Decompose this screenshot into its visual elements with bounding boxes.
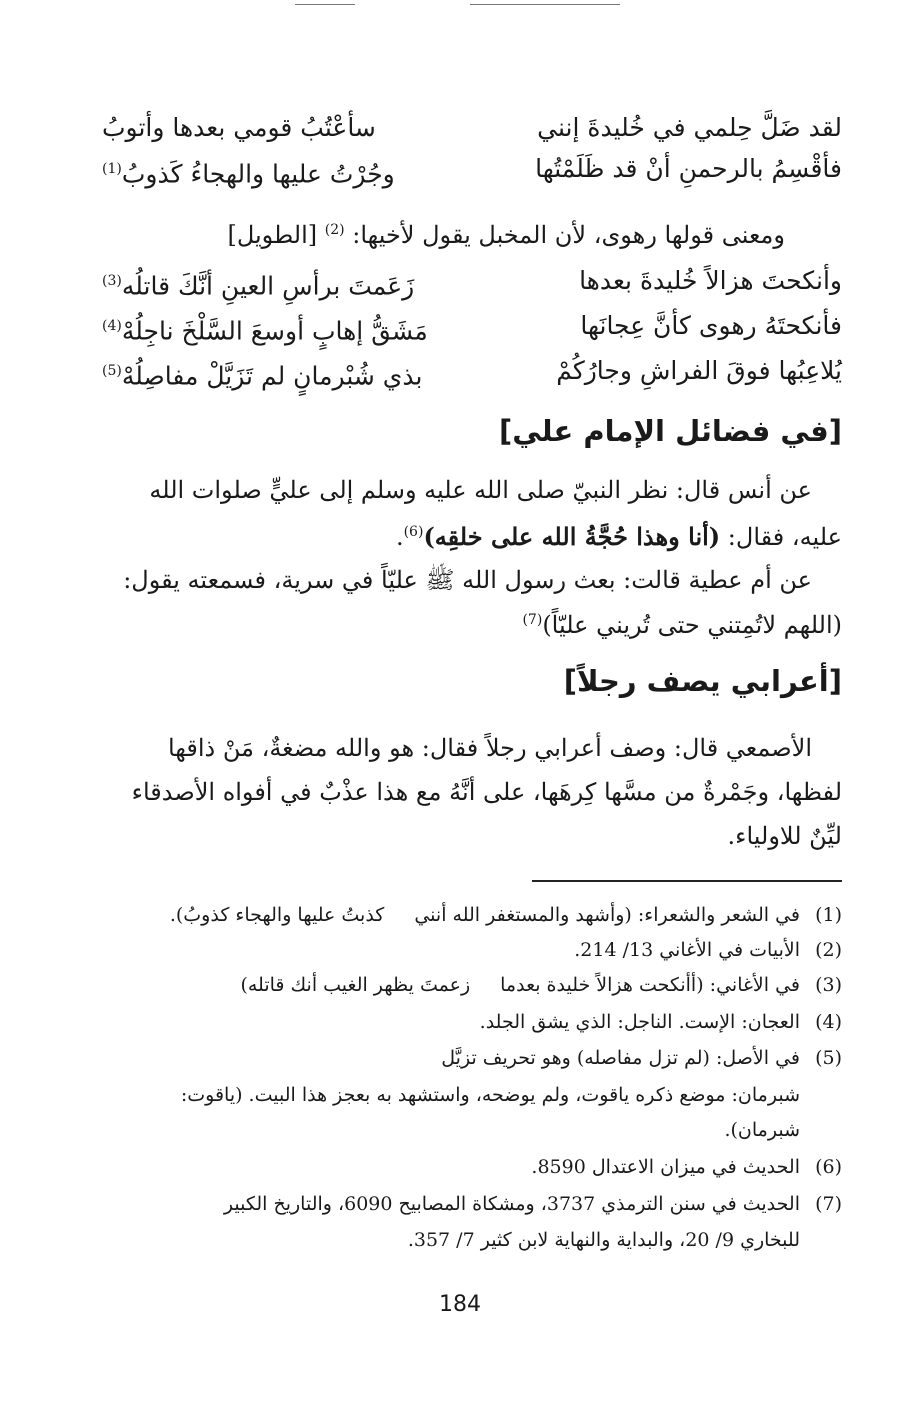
footnote: (5)في الأصل: (لم تزل مفاصله) وهو تحريف تزيَّل <box>82 1041 842 1075</box>
footnote-number: (7) <box>815 1193 842 1215</box>
meter-label: [الطويل] <box>227 221 318 249</box>
footnote-ref: (6) <box>403 524 424 540</box>
footnote-number: (1) <box>815 904 842 926</box>
footnote-continuation: شبرمان: موضع ذكره ياقوت، ولم يوضحه، واستشهد به بعجز هذا البيت. (ياقوت: <box>180 1084 800 1106</box>
verse <box>102 105 842 151</box>
section-heading: [أعرابي يصف رجلاً] <box>563 664 842 698</box>
verse-second-hemistich: زَعَمتَ برأسِ العينِ أنَّكَ قاتلُه$^{(3)}$ <box>102 271 415 301</box>
paragraph-line <box>92 600 842 645</box>
verse-second-hemistich: مَشَقُّ إهابٍ أوسعَ السَّلْخَ ناجِلُهْ$^{(4)}$ <box>102 316 428 346</box>
paragraph-line: لفظها، وجَمْرةٌ من مسَّها كِرهَها، على أنَّهُ مع هذا عذْبٌ في أفواه الأصدقاء <box>131 778 842 806</box>
verse-second-hemistich: سأعْتُبُ قومي بعدها وأتوبُ <box>102 113 376 142</box>
top-rule <box>295 4 355 5</box>
footnote-ref: (7) <box>522 612 543 628</box>
footnote-number: (5) <box>815 1047 842 1069</box>
footnote-ref: (4) <box>102 318 122 334</box>
prayer-quote: (اللهم لاتُمِتني حتى تُريني عليّاً) <box>542 611 842 639</box>
page-number: 184 <box>439 1292 481 1317</box>
verse-first-hemistich: لقد ضَلَّ حِلمي في خُليدةَ إنني <box>537 113 842 142</box>
verse-first-hemistich: يُلاعِبُها فوقَ الفراشِ وجارُكُمْ <box>556 356 842 385</box>
hadith-quote: (أنا وهذا حُجَّةُ الله على خلقِه) <box>423 522 721 551</box>
verse-first-hemistich: فأقْسِمُ بالرحمنِ أنْ قد ظَلَمْتُها <box>535 154 842 183</box>
top-rule <box>470 4 620 5</box>
footnote-continuation: للبخاري 9/ 20، والبداية والنهاية لابن كثير 7/ 357. <box>407 1229 800 1251</box>
paragraph-line: ليِّنٌ للاولياء. <box>727 822 842 850</box>
footnote-ref: (5) <box>102 363 122 379</box>
footnote: (2)الأبيات في الأغاني 13/ 214. <box>82 933 842 967</box>
paragraph-line: عن أم عطية قالت: بعث رسول الله ﷺ عليّاً في سرية، فسمعته يقول: <box>123 566 812 594</box>
footnote-number: (6) <box>815 1156 842 1178</box>
paragraph-line: عليه، فقال: (أنا وهذا حُجَّةُ الله على خلقِه)$^{(6)}$. <box>395 522 842 551</box>
footnote: (1)في الشعر والشعراء: (وأشهد والمستغفر الله أننيكذبتُ عليها والهجاء كذوبُ). <box>82 898 842 932</box>
intro-line: ومعنى قولها رهوى، لأن المخبل يقول لأخيها: $^{(2)}$ [الطويل] <box>227 221 785 249</box>
footnote-continuation: شبرمان). <box>724 1119 800 1141</box>
footnote-ref: (2) <box>324 222 345 238</box>
paragraph-line: الأصمعي قال: وصف أعرابي رجلاً فقال: هو والله مضغةٌ، مَنْ ذاقها <box>167 734 812 762</box>
verse <box>102 146 842 192</box>
footnote-number: (4) <box>815 1011 842 1033</box>
verse-second-hemistich: وجُرْتُ عليها والهجاءُ كَذوبُ$^{(1)}$ <box>102 159 395 189</box>
footnote-rule <box>532 880 842 882</box>
footnote: (4)العجان: الإست. الناجل: الذي يشق الجلد. <box>82 1005 842 1039</box>
verse <box>102 348 842 394</box>
footnote: (7)الحديث في سنن الترمذي 3737، ومشكاة المصابيح 6090، والتاريخ الكبير <box>82 1187 842 1221</box>
footnote-number: (2) <box>815 939 842 961</box>
footnote-ref: (3) <box>102 273 122 289</box>
verse-first-hemistich: فأنكحتَهُ رهوى كأنَّ عِجانَها <box>580 311 842 340</box>
section-heading: [في فضائل الإمام علي] <box>499 414 842 448</box>
verse-first-hemistich: وأنكحتَ هزالاً خُليدةَ بعدها <box>579 266 842 295</box>
footnote-number: (3) <box>815 974 842 996</box>
footnote: (6)الحديث في ميزان الاعتدال 8590. <box>82 1150 842 1184</box>
paragraph-line: عن أنس قال: نظر النبيّ صلى الله عليه وسلم إلى عليٍّ صلوات الله <box>149 476 812 504</box>
verse-second-hemistich: بذي شُبْرمانٍ لم تَزَيَّلْ مفاصِلُهْ$^{(5)}$ <box>102 361 423 391</box>
footnote-ref: (1) <box>102 161 122 177</box>
footnote: (3)في الأغاني: (أأنكحت هزالاً خليدة بعدمازعمتَ يظهر الغيب أنك قاتله) <box>82 968 842 1002</box>
verse <box>102 258 842 304</box>
verse <box>102 303 842 349</box>
